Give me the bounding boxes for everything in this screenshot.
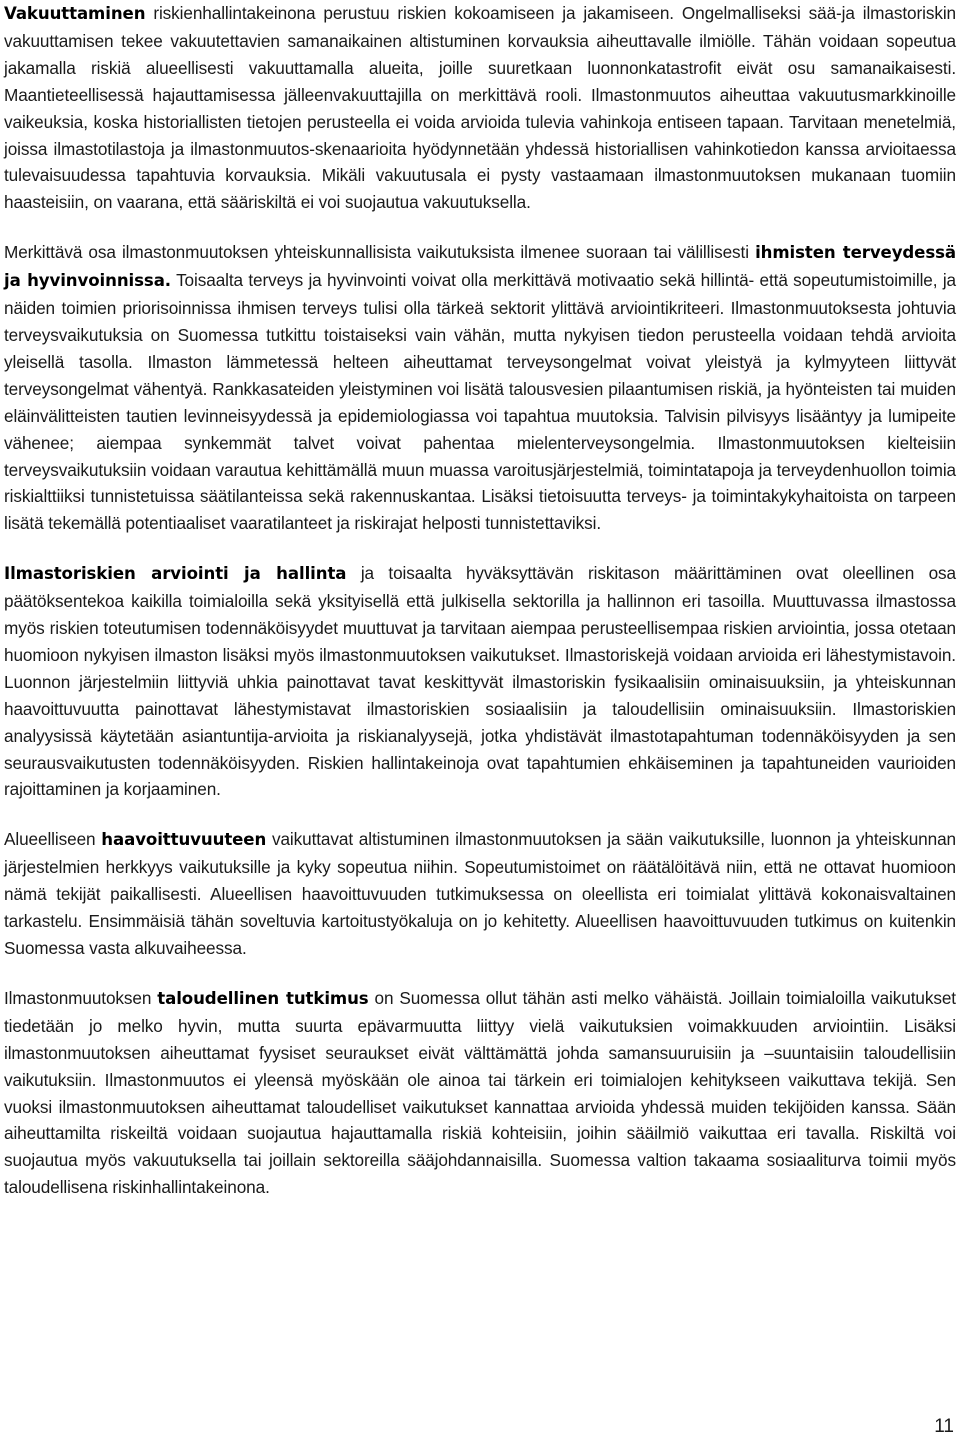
paragraph-text: Toisaalta terveys ja hyvinvointi voivat olla merkittävä motivaatio sekä hillintä- että sopeutumistoimille, ja näiden toimien priorisoinnissa ihmisen terveys tulisi olla tärkeä sektorit ylittävä arviointikriteeri. Ilmastonmuutoksesta johtuvia terveysvaikutuksia on Suomessa tutkittu toistaiseksi vain vähän, mutta nykyisen tiedon perusteella voidaan tehdä arvioita yleisellä tasolla. Ilmaston lämmetessä helteen aiheuttamat terveysongelmat voivat yleistyä ja kylmyyteen liittyvät terveysongelmat vähentyä. Rankkasateiden yleistyminen voi lisätä talousvesien pilaantumisen riskiä, ja hyönteisten tai muiden eläinvälitteisten tautien levinneisyydessä ja epidemiologiassa voi tapahtua muutoksia. Talvisin pilvisyys lisääntyy ja lumipeite vähenee; aiempaa synkemmät talvet voivat pahentaa mielenterveysongelmia. Ilmastonmuutoksen kielteisiin terveysvaikutuksiin voidaan varautua kehittämällä muun muassa varoitusjärjestelmiä, toimintatapoja ja terveydenhuollon toimia riskialttiiksi tunnistetuissa säätilanteissa sekä rakennuskantaa. Lisäksi tietoisuutta terveys- ja toimintakykyhaitoista on tarpeen lisätä tekemällä potentiaaliset vaaratilanteet ja riskirajat helposti tunnistettaviksi. — [4, 270, 956, 534]
paragraph-ilmastoriskit — [4, 560, 956, 803]
bold-lead-term: taloudellinen tutkimus — [157, 988, 369, 1008]
paragraph-pre-text: Merkittävä osa ilmastonmuutoksen yhteiskunnallisista vaikutuksista ilmenee suoraan tai välillisesti — [4, 242, 756, 263]
paragraph-terveys — [4, 239, 956, 537]
paragraph-vakuuttaminen — [4, 0, 956, 216]
bold-lead-term: ihmisten terveydessä ja hyvinvoinnissa. — [4, 243, 956, 291]
paragraph-text: riskienhallintakeinona perustuu riskien kokoamiseen ja jakamiseen. Ongelmalliseksi sää-ja ilmastoriskin vakuuttamisen tekee vakuutettavien samanaikainen altistuminen korvauksia aiheuttavalle ilmiölle. Tähän voidaan sopeutua jakamalla riskiä alueellisesti vakuuttamalla alueita, joille suuretkaan luonnonkatastrofit eivät osu samanaikaisesti. Maantieteellisessä hajauttamisessa jälleenvakuuttajilla on merkittävä rooli. Ilmastonmuutos aiheuttaa vakuutusmarkkinoille vaikeuksia, koska historiallisten tietojen perusteella ei voida arvioida tulevia vahinkoja entiseen tapaan. Tarvitaan menetelmiä, joissa ilmastotilastoja ja ilmastonmuutos-skenaarioita hyödynnetään yhdessä historiallisen vahinkotiedon kanssa arvioitaessa tulevaisuudessa tapahtuvia korvauksia. Mikäli vakuutusala ei pysty vastaamaan ilmastonmuutoksen mukanaan tuomiin haasteisiin, on vaarana, että sääriskiltä ei voi suojautua vakuutuksella. — [4, 3, 956, 213]
paragraph-text: vaikuttavat altistuminen ilmastonmuutoksen ja sään vaikutuksille, luonnon ja yhteiskunnan järjestelmien herkkyys vaikutuksille ja kyky sopeutua niihin. Sopeutumistoimet on räätälöitävä niin, että ne ottavat huomioon nämä tekijät paikallisesti. Alueellisen haavoittuvuuden tutkimuksessa on oleellista eri toimialat ylittävä kokonaisvaltainen tarkastelu. Ensimmäisiä tähän soveltuvia kartoitustyökaluja on jo kehitetty. Alueellisen haavoittuvuuden tutkimus on kuitenkin Suomessa vasta alkuvaiheessa. — [4, 829, 956, 958]
paragraph-text: on Suomessa ollut tähän asti melko vähäistä. Joillain toimialoilla vaikutukset tiedetään jo melko hyvin, mutta suurta epävarmuutta liittyy vielä vaikutuksien voimakkuuden arviointiin. Lisäksi ilmastonmuutoksen aiheuttamat fyysiset seuraukset eivät välttämättä johda samansuuruisiin ja –suuntaisiin taloudellisiin vaikutuksiin. Ilmastonmuutos ei yleensä myöskään ole ainoa tai tärkein eri toimialojen kehitykseen vaikuttava tekijä. Sen vuoksi ilmastonmuutoksen aiheuttamat taloudelliset vaikutukset kannattaa arvioida yhdessä muiden tekijöiden kanssa. Sään aiheuttamilta riskeiltä voidaan suojautua hajauttamalla riskiä kohteisiin, joihin sääilmiö vaikuttaa eri tavalla. Riskiltä voi suojautua myös vakuutuksella tai joillain sektoreilla sääjohdannaisilla. Suomessa valtion takaama sosiaaliturva toimii myös taloudellisena riskinhallintakeinona. — [4, 987, 956, 1198]
bold-lead-term: Vakuuttaminen — [4, 4, 146, 23]
paragraph-pre-text: Ilmastonmuutoksen — [4, 987, 158, 1008]
bold-lead-term: Ilmastoriskien arviointi ja hallinta — [4, 564, 347, 584]
paragraph-pre-text: Alueelliseen — [4, 829, 102, 850]
paragraph-text: ja toisaalta hyväksyttävän riskitason määrittäminen ovat oleellinen osa päätöksentekoa kaikilla toimialoilla sekä yksityisellä että julkisella sektorilla ja hallinnon eri tasoilla. Muuttuvassa ilmastossa myös riskien toteutumisen todennäköisyydet muuttuvat ja tarvitaan aiempaa perusteellisempaa riskien arviointia, jossa otetaan huomioon nykyisen ilmaston lisäksi myös ilmastonmuutoksen vaikutukset. Ilmastoriskejä voidaan arvioida eri lähestymistavoin. Luonnon järjestelmiin liittyviä uhkia painottavat tavat keskittyvät ilmastoriskin fysikaalisiin ominaisuuksiin, ja yhteiskunnan haavoittuvuutta painottavat lähestymistavat ilmastoriskien sosiaalisiin ja taloudellisiin ominaisuuksiin. Ilmastoriskien analyysissä käytetään asiantuntija-arvioita ja riskianalyysejä, jotka yhdistävät ilmastotapahtuman todennäköisyyden ja sen seurausvaikutusten todennäköisyyden. Riskien hallintakeinoja ovat tapahtumien ehkäiseminen ja tapahtuneiden vaurioiden rajoittaminen ja korjaaminen. — [4, 563, 957, 800]
page-number: 11 — [934, 1416, 954, 1437]
paragraph-taloudellinen — [4, 985, 956, 1201]
page-body — [4, 0, 956, 1201]
bold-lead-term: haavoittuvuuteen — [101, 830, 267, 850]
paragraph-haavoittuvuus — [4, 826, 956, 962]
